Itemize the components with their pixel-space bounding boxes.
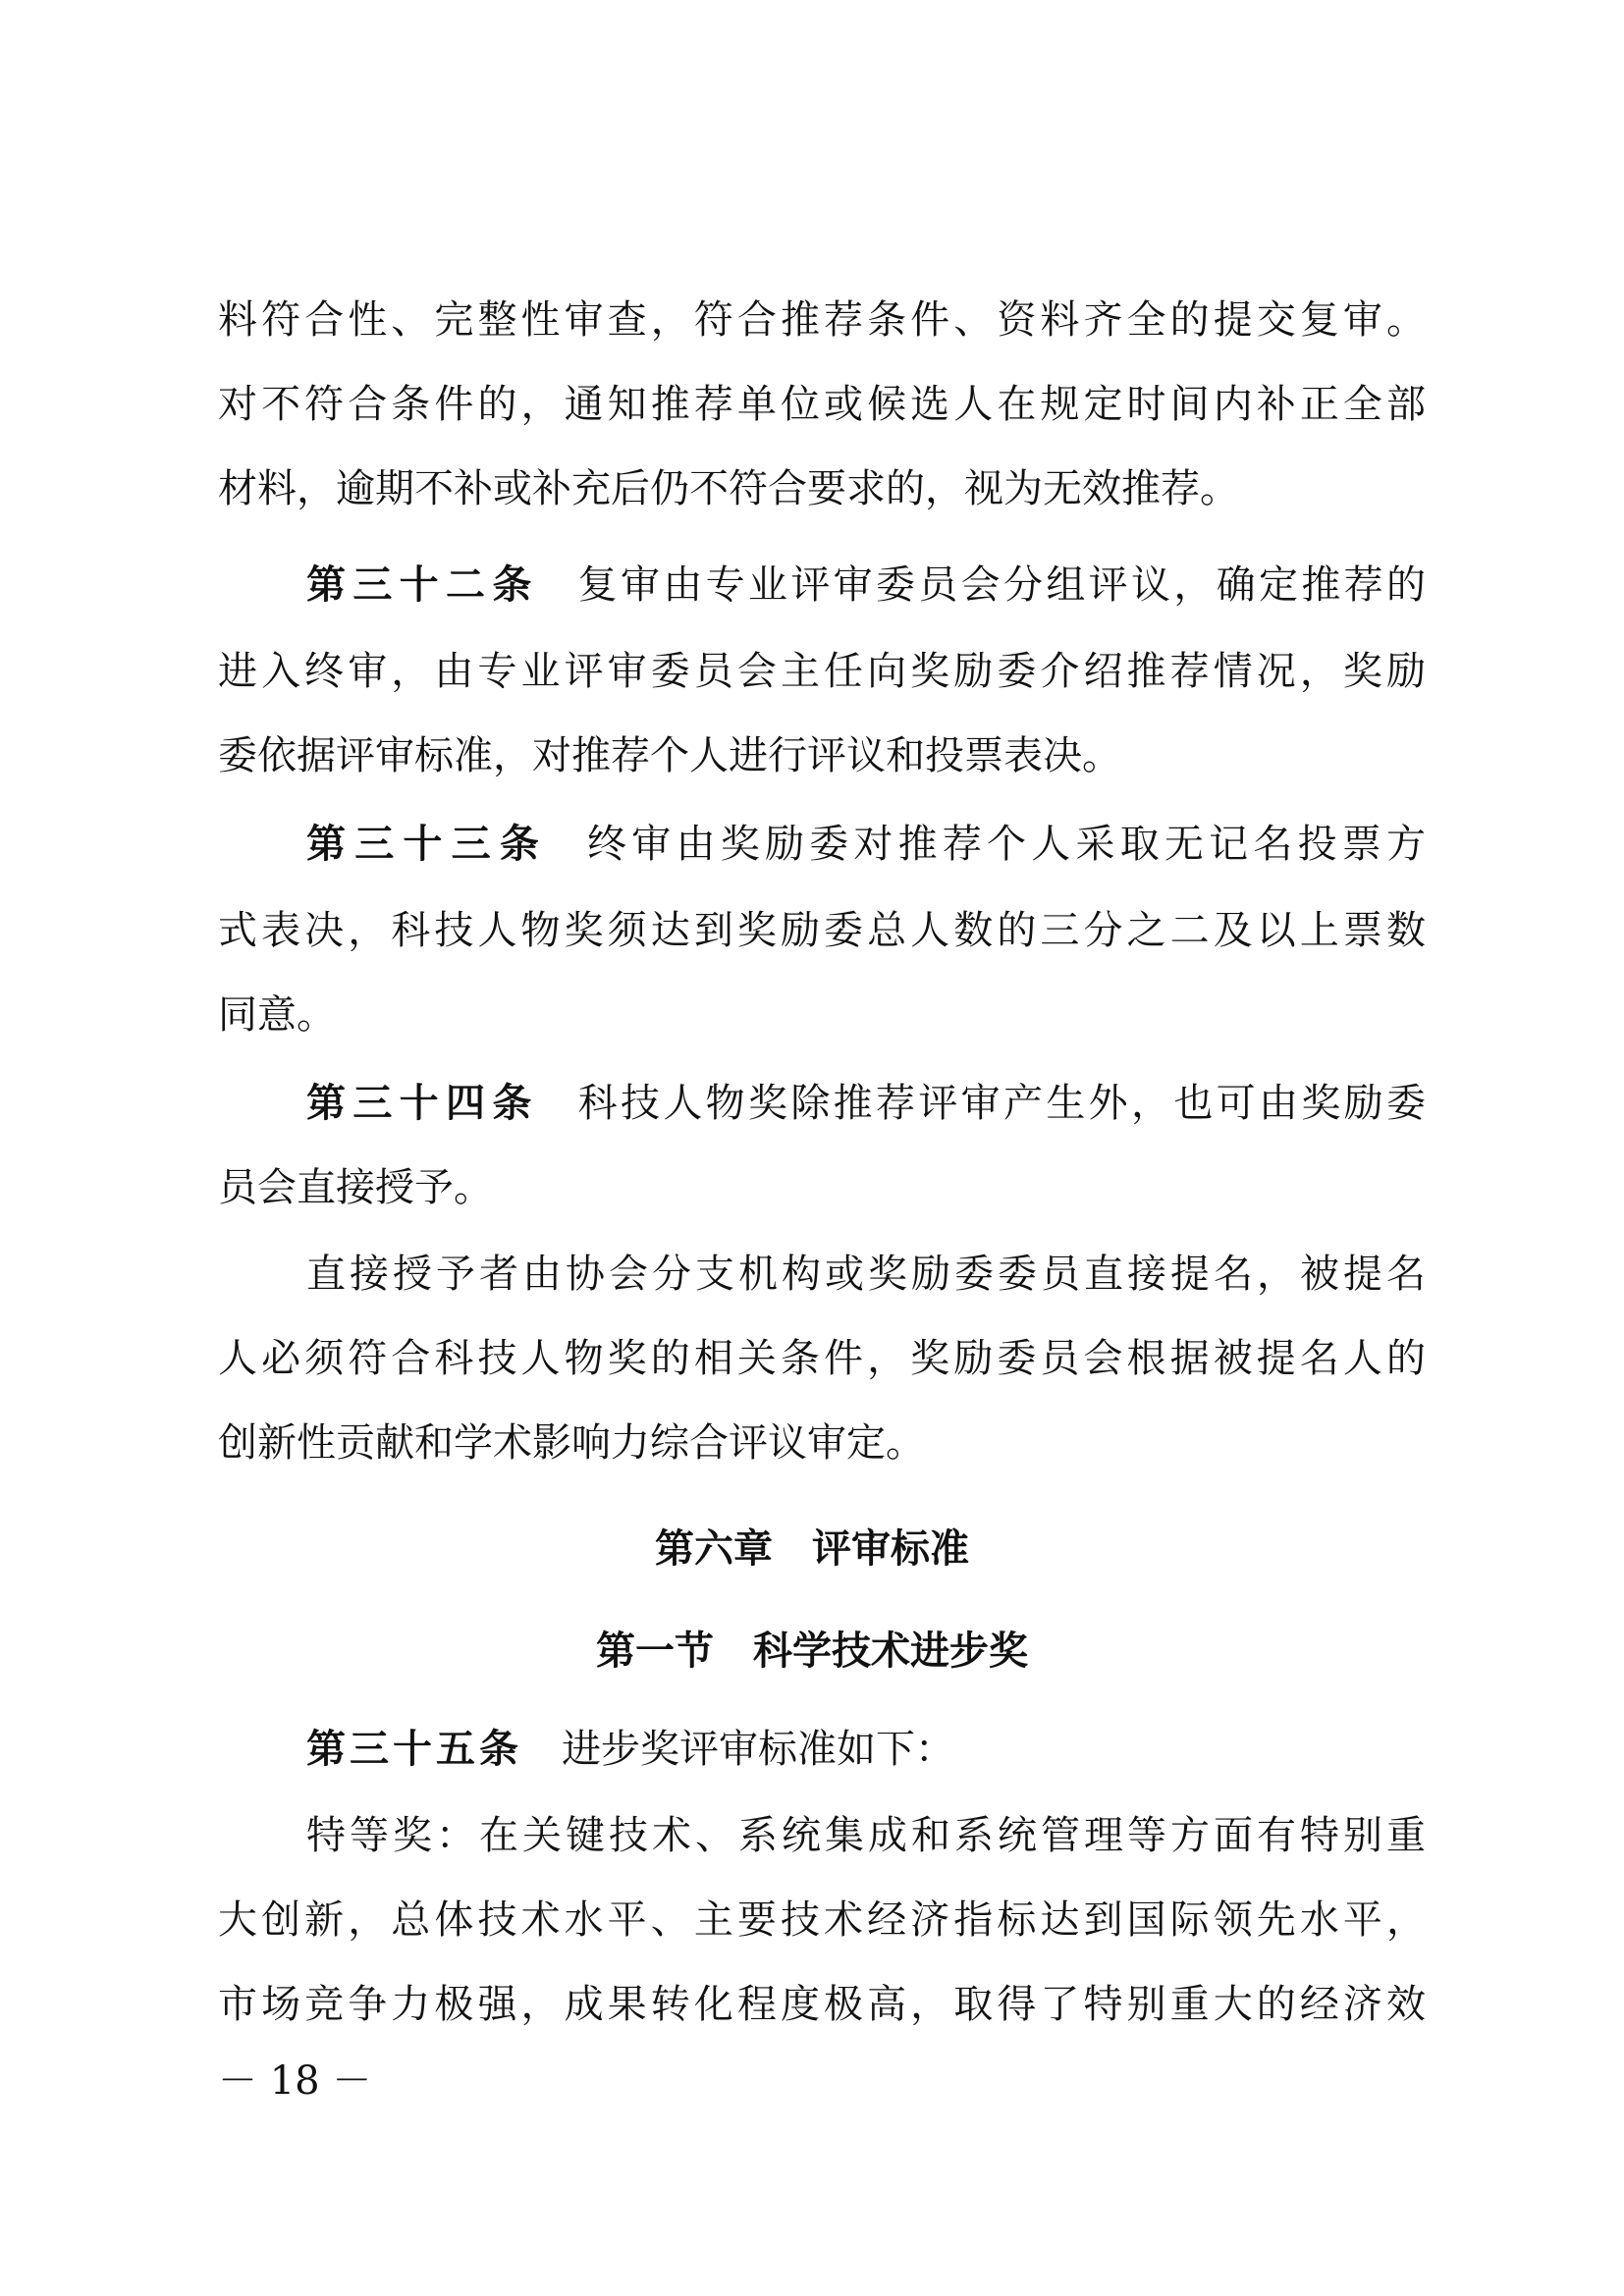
article-text: 科技人物奖除推荐评审产生外，也可由奖励委 [577,1081,1426,1126]
article-32-first-line [306,556,1426,614]
text-line: 材料，逾期不补或补充后仍不符合要求的，视为无效推荐。 [218,466,1239,511]
text-line: 对不符合条件的，通知推荐单位或候选人在规定时间内补正全部 [218,382,1426,427]
text-line: 市场竞争力极强，成果转化程度极高，取得了特别重大的经济效 [218,1982,1426,2027]
page-number: － 18 － [218,2058,372,2104]
chapter-title: 第六章 评审标准 [655,1526,969,1572]
text-line: 员会直接授予。 [218,1165,493,1210]
text-line: 进入终审，由专业评审委员会主任向奖励委介绍推荐情况，奖励 [218,649,1426,694]
article-35-first-line [306,1720,1426,1779]
article-33-first-line [306,815,1426,874]
text-line: 创新性贡献和学术影响力综合评议审定。 [218,1420,925,1466]
text-line: 直接授予者由协会分支机构或奖励委委员直接提名，被提名 [306,1252,1426,1297]
article-number: 第三十二条 [306,562,539,608]
article-number: 第三十五条 [306,1727,522,1772]
article-number: 第三十三条 [306,822,549,867]
text-line: 人必须符合科技人物奖的相关条件，奖励委员会根据被提名人的 [218,1336,1426,1381]
text-line: 委依据评审标准，对推荐个人进行评议和投票表决。 [218,733,1121,778]
article-number: 第三十四条 [306,1081,539,1126]
text-line: 大创新，总体技术水平、主要技术经济指标达到国际领先水平， [218,1897,1426,1943]
article-text: 终审由奖励委对推荐个人采取无记名投票方 [587,822,1426,867]
section-title: 第一节 科学技术进步奖 [596,1629,1028,1674]
article-text: 进步奖评审标准如下： [562,1727,954,1772]
text-line: 式表决，科技人物奖须达到奖励委总人数的三分之二及以上票数 [218,908,1426,953]
article-34-first-line [306,1074,1426,1133]
text-line: 特等奖：在关键技术、系统集成和系统管理等方面有特别重 [306,1813,1426,1858]
text-line: 同意。 [218,992,336,1038]
text-line: 料符合性、完整性审查，符合推荐条件、资料齐全的提交复审。 [218,297,1426,343]
article-text: 复审由专业评审委员会分组评议，确定推荐的 [577,562,1426,608]
